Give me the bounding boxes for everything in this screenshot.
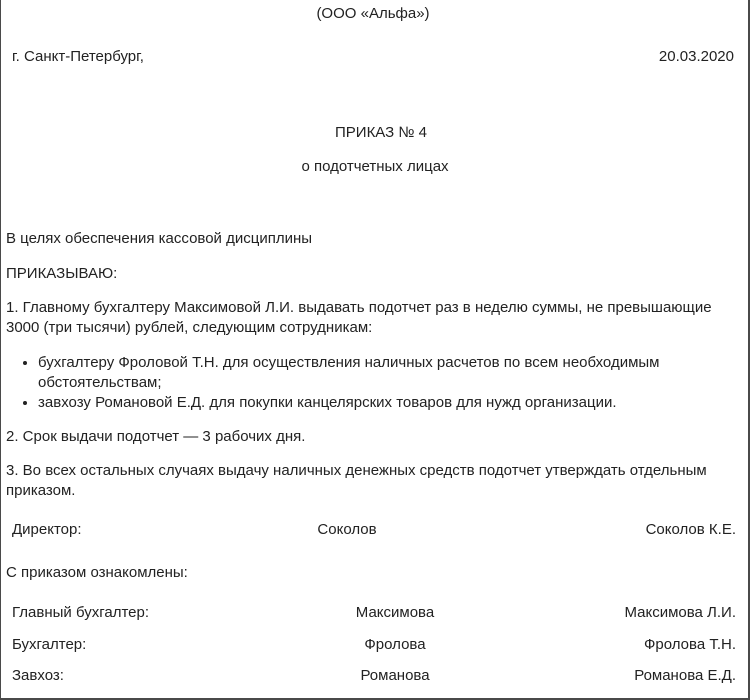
full-name: Максимова Л.И. bbox=[624, 604, 736, 621]
director-signature: Соколов bbox=[317, 521, 377, 538]
role-label: Завхоз: bbox=[12, 667, 64, 684]
role-label: Бухгалтер: bbox=[12, 636, 87, 653]
director-role: Директор: bbox=[12, 521, 82, 538]
order-item-1: 1. Главному бухгалтеру Максимовой Л.И. выдавать подотчет раз в неделю суммы, не превышающие 3000 (три тысячи) рублей, следующим сотрудникам: bbox=[6, 299, 712, 336]
full-name: Романова Е.Д. bbox=[634, 667, 736, 684]
order-title: ПРИКАЗ № 4 bbox=[335, 124, 427, 141]
order-item-3: 3. Во всех остальных случаях выдачу наличных денежных средств подотчет утверждать отдельным приказом. bbox=[6, 462, 707, 499]
director-name: Соколов К.Е. bbox=[645, 521, 736, 538]
order-subtitle: о подотчетных лицах bbox=[301, 158, 449, 175]
list-item: • бухгалтеру Фроловой Т.Н. для осуществления наличных расчетов по всем необходимым обстоятельствам; bbox=[38, 353, 750, 393]
organization-name: (ООО «Альфа») bbox=[316, 5, 430, 22]
acquainted-heading: С приказом ознакомлены: bbox=[6, 564, 188, 581]
role-label: Главный бухгалтер: bbox=[12, 604, 150, 621]
signature: Романова bbox=[360, 667, 430, 684]
signature: Максимова bbox=[355, 604, 435, 621]
acquainted-row-accountant bbox=[0, 636, 750, 656]
order-date: 20.03.2020 bbox=[658, 48, 734, 65]
acquainted-row-supply-manager bbox=[0, 667, 750, 687]
director-row bbox=[0, 521, 750, 541]
signature: Фролова bbox=[364, 636, 426, 653]
command-word: ПРИКАЗЫВАЮ: bbox=[6, 265, 118, 282]
purpose-text: В целях обеспечения кассовой дисциплины bbox=[6, 230, 313, 247]
full-name: Фролова Т.Н. bbox=[644, 636, 736, 653]
order-item-2: 2. Срок выдачи подотчет — 3 рабочих дня. bbox=[6, 428, 306, 445]
city: г. Санкт-Петербург, bbox=[12, 48, 144, 65]
acquainted-row-chief-accountant bbox=[0, 604, 750, 624]
employee-list bbox=[20, 353, 750, 413]
list-item: • завхозу Романовой Е.Д. для покупки канцелярских товаров для нужд организации. bbox=[38, 393, 750, 413]
page-border-left bbox=[0, 0, 1, 700]
